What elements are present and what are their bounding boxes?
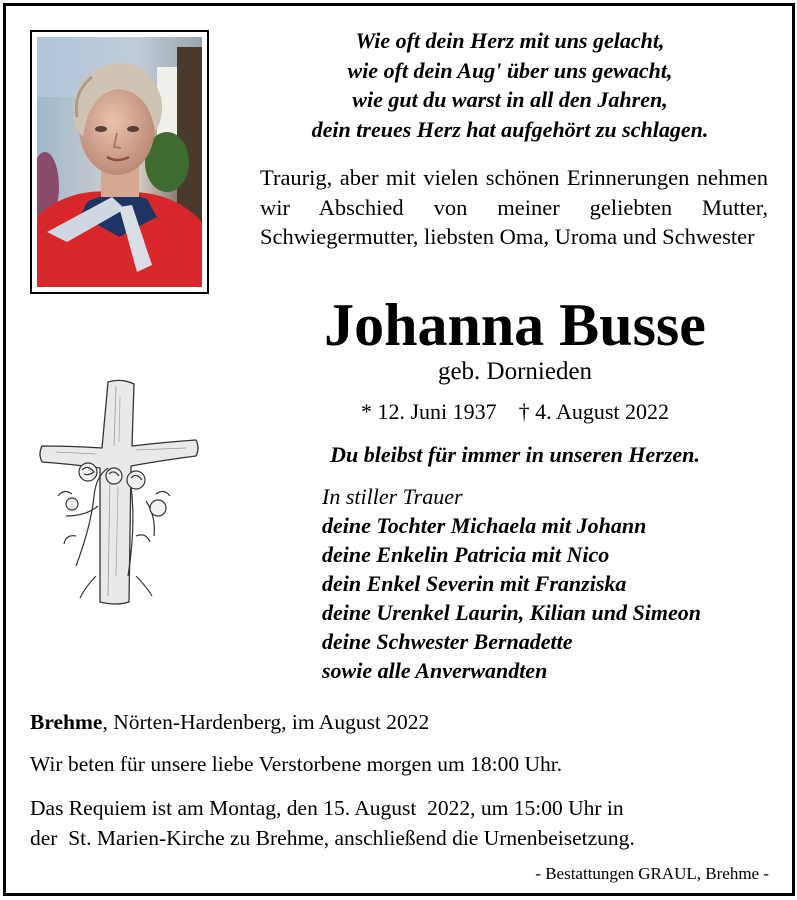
life-dates	[250, 396, 780, 428]
intro-text: Traurig, aber mit vielen schönen Erinnerungen nehmen wir Abschied von meiner geliebten Mutter, Schwiegermutter, liebsten Oma, Uroma und Schwester	[260, 165, 768, 249]
birth-date: * 12. Juni 1937	[360, 399, 497, 424]
requiem-notice	[30, 793, 770, 853]
portrait-frame	[30, 30, 209, 294]
requiem-line: Das Requiem ist am Montag, den 15. August 2022, um 15:00 Uhr in	[30, 796, 624, 820]
place-town: Brehme	[30, 710, 103, 734]
prayer-notice: Wir beten für unsere liebe Verstorbene morgen um 18:00 Uhr.	[30, 752, 563, 776]
mourner-line: deine Tochter Michaela mit Johann	[322, 513, 647, 538]
poem-line: dein treues Herz hat aufgehört zu schlagen.	[311, 116, 709, 142]
mourners-heading: In stiller Trauer	[322, 484, 463, 509]
poem-line: wie oft dein Aug' über uns gewacht,	[347, 57, 673, 83]
death-date: † 4. August 2022	[518, 399, 670, 424]
mourner-line: dein Enkel Severin mit Franziska	[322, 571, 627, 596]
mourners-list	[322, 482, 792, 685]
mourner-line: sowie alle Anverwandten	[322, 658, 548, 683]
poem-line: wie gut du warst in all den Jahren,	[352, 87, 668, 112]
mourner-line: deine Schwester Bernadette	[322, 629, 573, 654]
maiden-name: geb. Dornieden	[437, 358, 593, 385]
requiem-line: der St. Marien-Kirche zu Brehme, anschließend die Urnenbeisetzung.	[30, 826, 635, 850]
cross-with-roses-icon	[36, 376, 201, 608]
portrait-photo	[37, 37, 202, 287]
undertaker-credit: - Bestattungen GRAUL, Brehme -	[535, 864, 769, 883]
motto: Du bleibst für immer in unseren Herzen.	[330, 442, 700, 467]
poem	[230, 26, 790, 144]
poem-line: Wie oft dein Herz mit uns gelacht,	[355, 28, 665, 53]
mourner-line: deine Urenkel Laurin, Kilian und Simeon	[322, 600, 701, 625]
deceased-name: Johanna Busse	[324, 292, 706, 358]
place-date-line	[30, 707, 770, 737]
mourner-line: deine Enkelin Patricia mit Nico	[322, 542, 610, 567]
place-rest: , Nörten-Hardenberg, im August 2022	[102, 710, 430, 734]
